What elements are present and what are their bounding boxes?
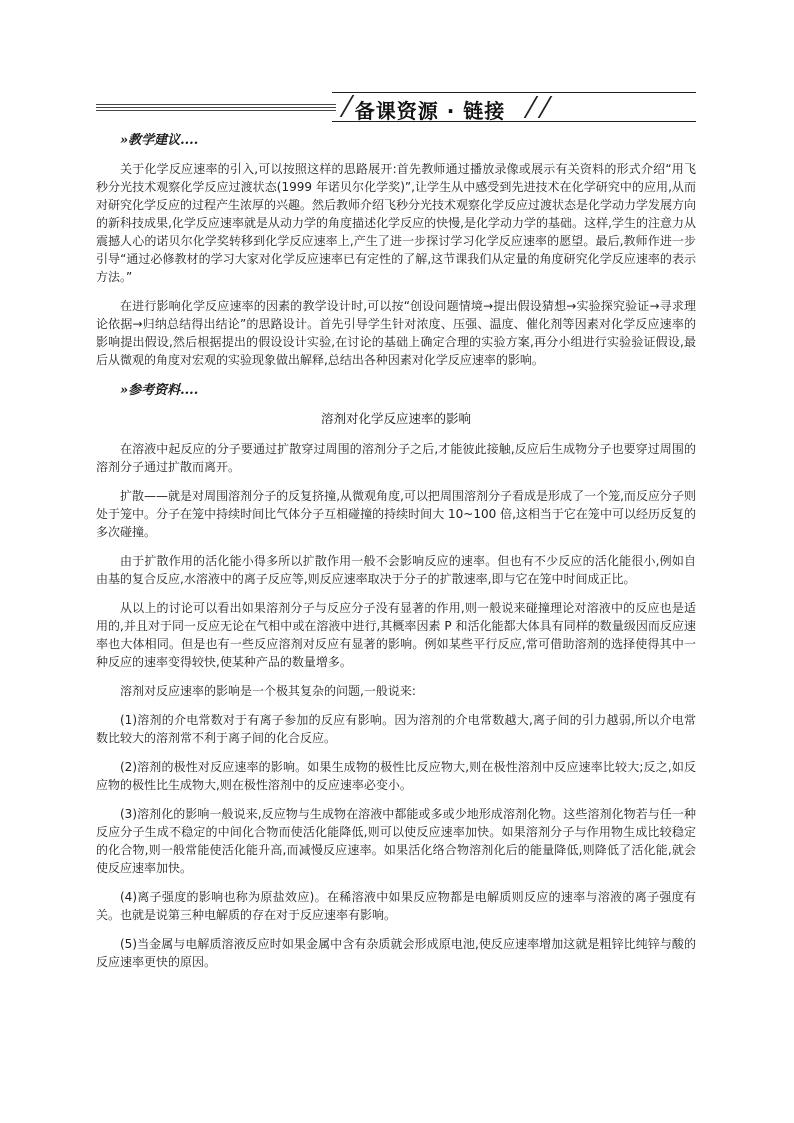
document-page	[96, 92, 696, 971]
reference-paragraph-4: 从以上的讨论可以看出如果溶剂分子与反应分子没有显著的作用,则一般说来碰撞理论对溶液中的反应也是适用的,并且对于同一反应无论在气相中或在溶液中进行,其概率因素 P 和活化能都大体具有同样的数量级因而反应速率也大体相同。但是也有一些反应溶剂对反应有显著的影响。例如某些平行反应,常可借助溶剂的选择使得其中一种反应的速率变得较快,使某种产品的数量增多。	[96, 601, 696, 669]
reference-paragraph-7: (2)溶剂的极性对反应速率的影响。如果生成物的极性比反应物大,则在极性溶剂中反应速率比较大;反之,如反应物的极性比生成物大,则在极性溶剂中的反应速率必变小。	[96, 760, 696, 792]
reference-paragraph-10: (5)当金属与电解质溶液反应时如果金属中含有杂质就会形成原电池,使反应速率增加这就是粗锌比纯锌与酸的反应速率更快的原因。	[96, 937, 696, 969]
reference-paragraph-5: 溶剂对反应速率的影响是一个极其复杂的问题,一般说来:	[120, 684, 416, 698]
reference-heading: »参考资料....	[120, 383, 199, 398]
reference-article-title: 溶剂对化学反应速率的影响	[320, 411, 471, 426]
reference-paragraph-3: 由于扩散作用的活化能小得多所以扩散作用一般不会影响反应的速率。但也有不少反应的活化能很小,例如自由基的复合反应,水溶液中的离子反应等,则反应速率取决于分子的扩散速率,即与它在笼中时间成正比。	[96, 554, 696, 586]
reference-paragraph-2: 扩散——就是对周围溶剂分子的反复挤撞,从微观角度,可以把周围溶剂分子看成是形成了一个笼,而反应分子则处于笼中。分子在笼中持续时间比气体分子互相碰撞的持续时间大 10~100 倍,这相当于它在笼中可以经历反复的多次碰撞。	[96, 489, 696, 539]
banner-title-box	[332, 92, 696, 122]
banner-title: 备课资源 · 链接	[354, 99, 506, 123]
section-banner	[96, 92, 696, 122]
reference-paragraph-6: (1)溶剂的介电常数对于有离子参加的反应有影响。因为溶剂的介电常数越大,离子间的引力越弱,所以介电常数比较大的溶剂常不利于离子间的化合反应。	[96, 713, 696, 745]
reference-paragraph-9: (4)离子强度的影响也称为原盐效应)。在稀溶液中如果反应物都是电解质则反应的速率与溶液的离子强度有关。也就是说第三种电解质的存在对于反应速率有影响。	[96, 890, 696, 922]
reference-paragraph-1: 在溶液中起反应的分子要通过扩散穿过周围的溶剂分子之后,才能彼此接触,反应后生成物分子也要穿过周围的溶剂分子通过扩散而离开。	[96, 442, 696, 474]
teaching-advice-heading: »教学建议....	[120, 133, 199, 148]
teaching-paragraph-2: 在进行影响化学反应速率的因素的教学设计时,可以按“创设问题情境→提出假设猜想→实验探究验证→寻求理论依据→归纳总结得出结论”的思路设计。首先引导学生针对浓度、压强、温度、催化剂等因素对化学反应速率的影响提出假设,然后根据提出的假设设计实验,在讨论的基础上确定合理的实验方案,再分小组进行实验验证假设,最后从微观的角度对宏观的实验现象做出解释,总结出各种因素对化学反应速率的影响。	[96, 299, 696, 367]
reference-paragraph-8: (3)溶剂化的影响一般说来,反应物与生成物在溶液中都能或多或少地形成溶剂化物。这些溶剂化物若与任一种反应分子生成不稳定的中间化合物而使活化能降低,则可以使反应速率加快。如果溶剂分子与作用物生成比较稳定的化合物,则一般常能使活化能升高,而减慢反应速率。如果活化络合物溶剂化后的能量降低,则降低了活化能,就会使反应速率加快。	[96, 807, 696, 875]
teaching-paragraph-1: 关于化学反应速率的引入,可以按照这样的思路展开:首先教师通过播放录像或展示有关资料的形式介绍“用飞秒分光技术观察化学反应过渡状态(1999 年诺贝尔化学奖)”,让学生从中感受到先进技术在化学研究中的应用,从而对研究化学反应的过程产生浓厚的兴趣。然后教师介绍飞秒分光技术观察化学反应过渡状态是化学动力学发展方向的新科技成果,化学反应速率就是从动力学的角度描述化学反应的快慢,是化学动力学的基础。这样,学生的注意力从震撼人心的诺贝尔化学奖转移到化学反应速率上,产生了进一步探讨学习化学反应速率的愿望。最后,教师作进一步引导“通过必修教材的学习大家对化学反应速率已有定性的了解,这节课我们从定量的角度研究化学反应速率的表示方法。”	[96, 162, 697, 284]
banner-rule-lines	[96, 104, 336, 110]
